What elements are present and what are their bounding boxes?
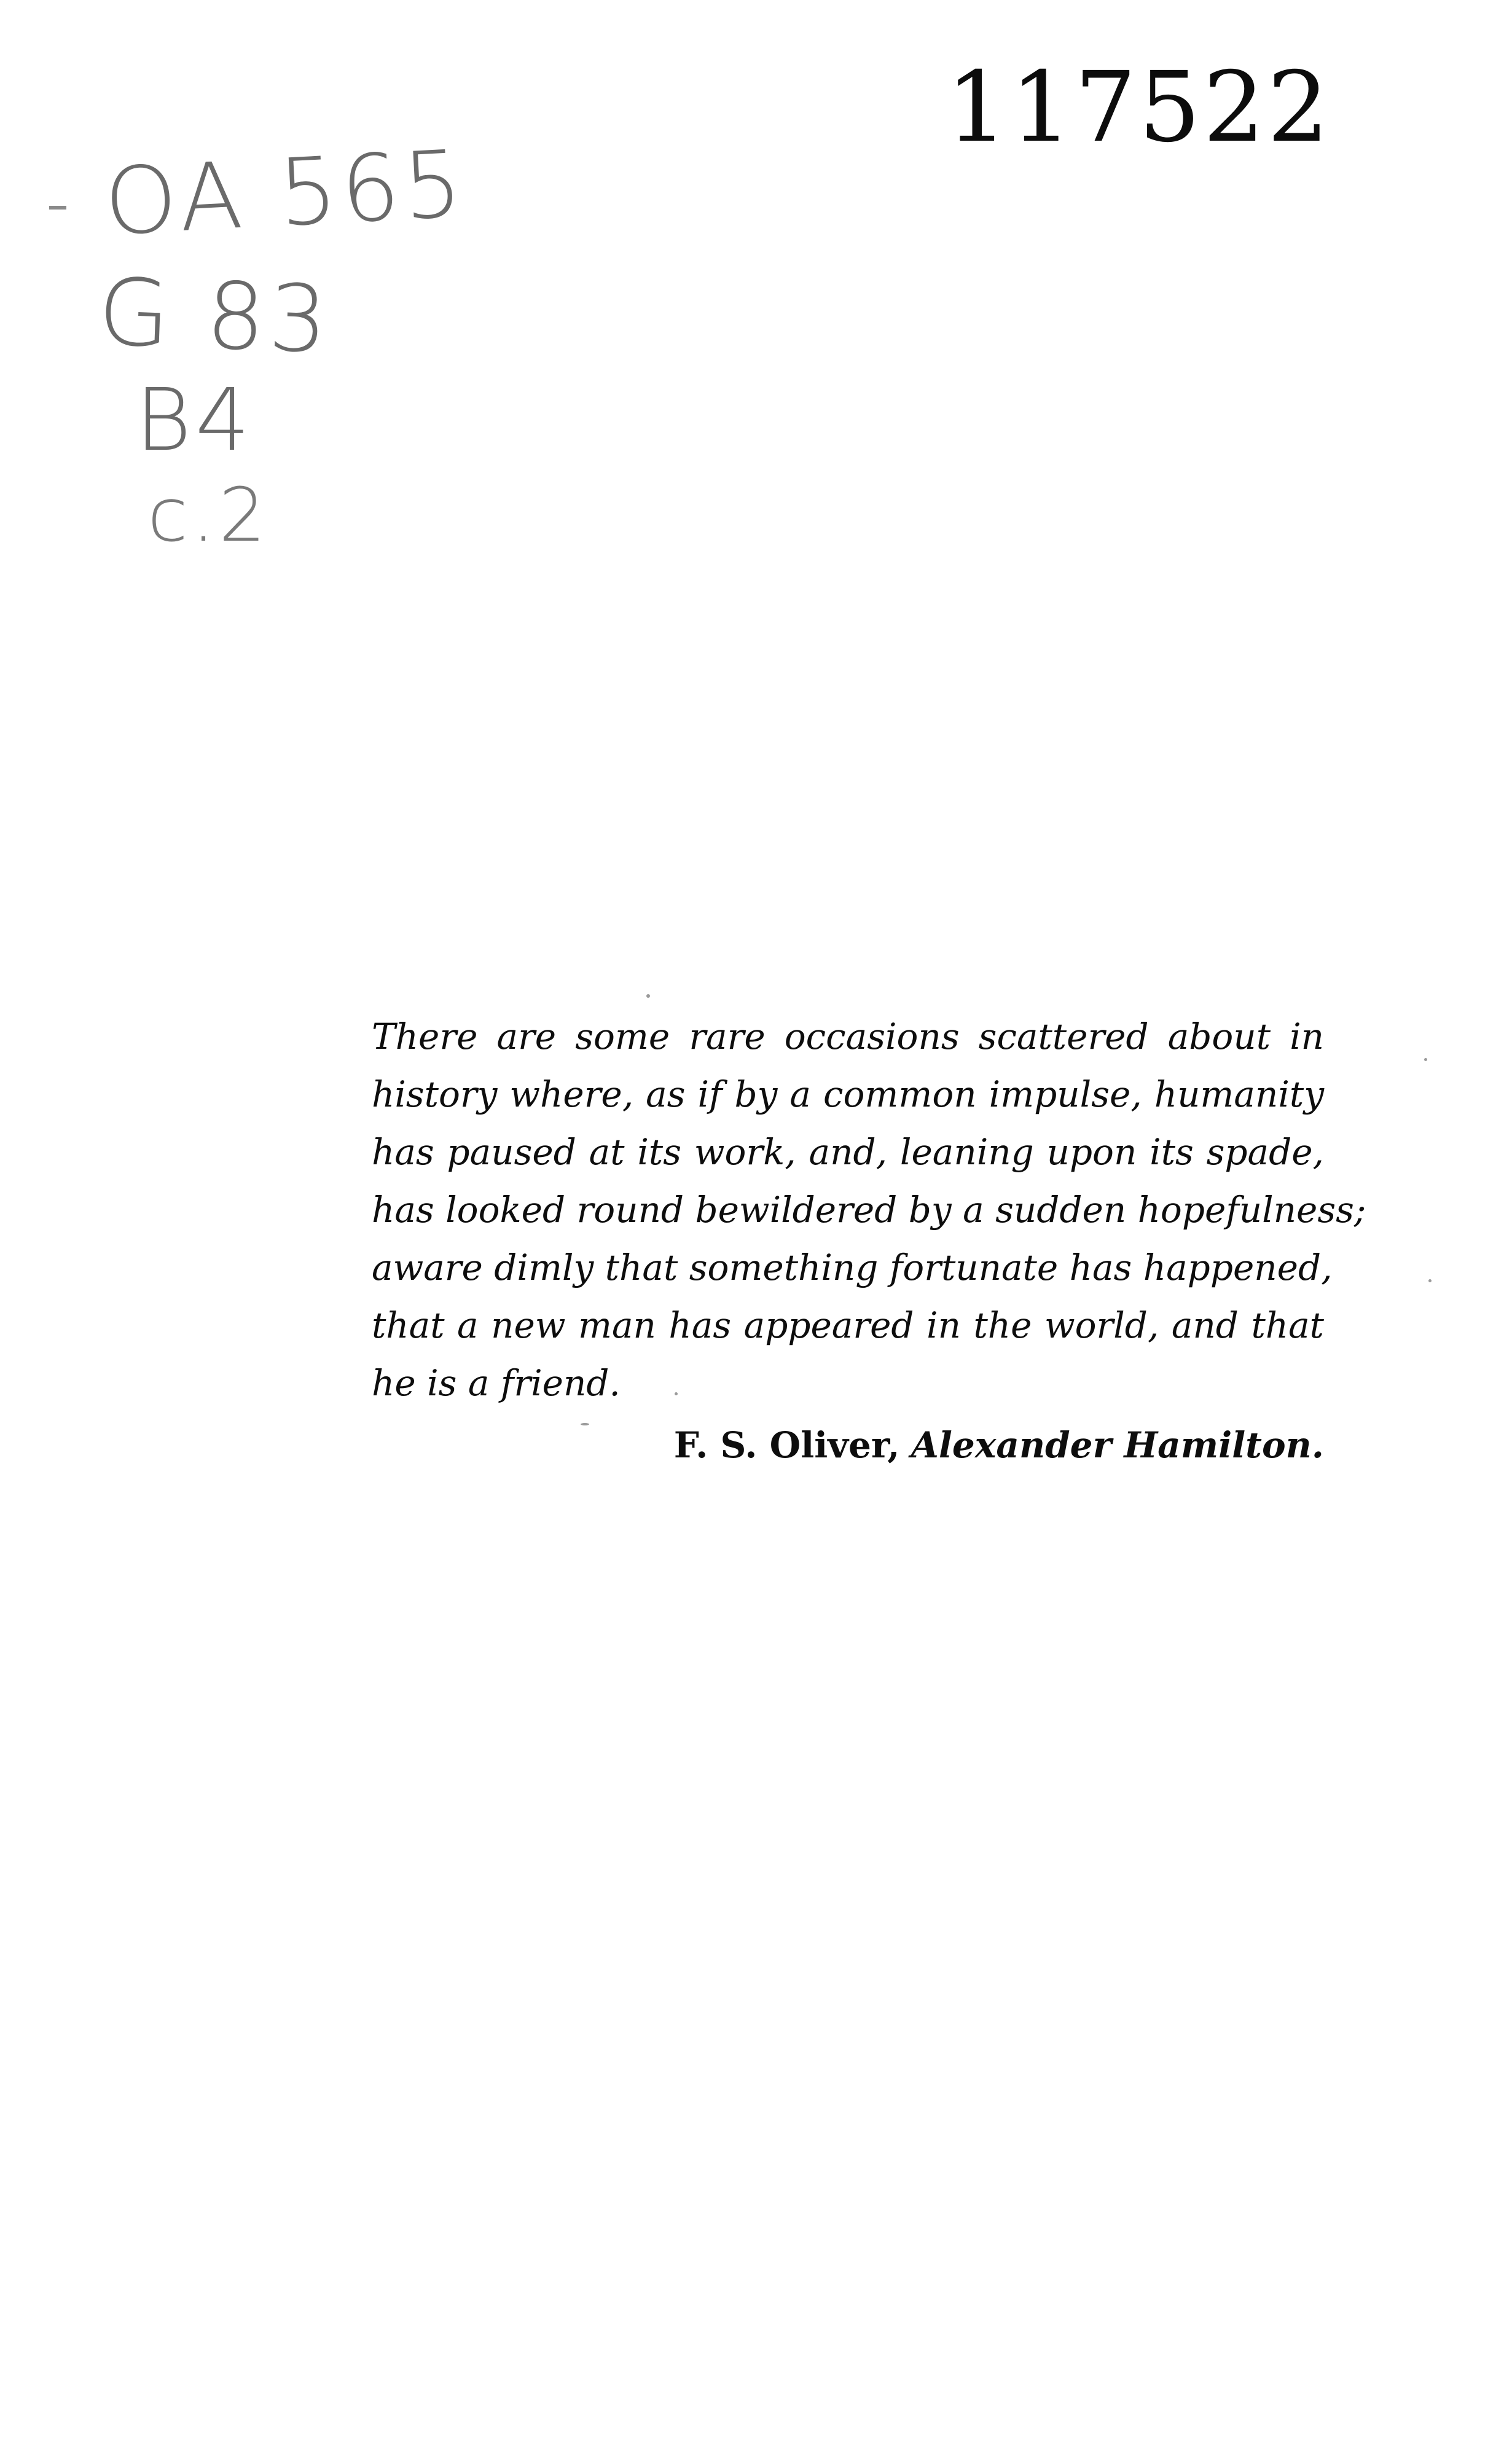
call-number-line: OA 565 bbox=[101, 130, 469, 257]
handwritten-call-number bbox=[68, 129, 469, 559]
scan-speck bbox=[675, 1392, 678, 1395]
call-number-line: c.2 bbox=[147, 473, 270, 559]
epigraph-line: has paused at its work, and, leaning upon its spade, bbox=[372, 1131, 1324, 1173]
epigraph-line: he is a friend. bbox=[372, 1362, 621, 1404]
epigraph-line: history where, as if by a common impulse, humanity bbox=[372, 1073, 1324, 1115]
accession-number: 117522 bbox=[946, 51, 1332, 164]
scan-speck bbox=[646, 994, 650, 998]
epigraph-line: aware dimly that something fortunate has happened, bbox=[372, 1247, 1333, 1288]
epigraph-line: that a new man has appeared in the world, and that bbox=[372, 1304, 1324, 1346]
attribution-separator: , bbox=[887, 1424, 900, 1466]
scan-speck bbox=[1424, 1058, 1427, 1061]
epigraph-line: has looked round bewildered by a sudden hopefulness; bbox=[372, 1189, 1366, 1231]
scan-speck bbox=[1428, 1279, 1432, 1282]
call-number-line: B4 bbox=[135, 370, 254, 471]
call-number-line: G 83 bbox=[96, 259, 333, 374]
epigraph-attribution bbox=[372, 1424, 1324, 1467]
attribution-work: Alexander Hamilton. bbox=[911, 1424, 1324, 1466]
scan-speck bbox=[581, 1423, 589, 1425]
attribution-author: F. S. Oliver bbox=[673, 1424, 888, 1466]
pencil-dash-mark bbox=[49, 206, 66, 210]
epigraph-quote bbox=[372, 1008, 1366, 1412]
epigraph-line: There are some rare occasions scattered about in bbox=[372, 1016, 1324, 1057]
